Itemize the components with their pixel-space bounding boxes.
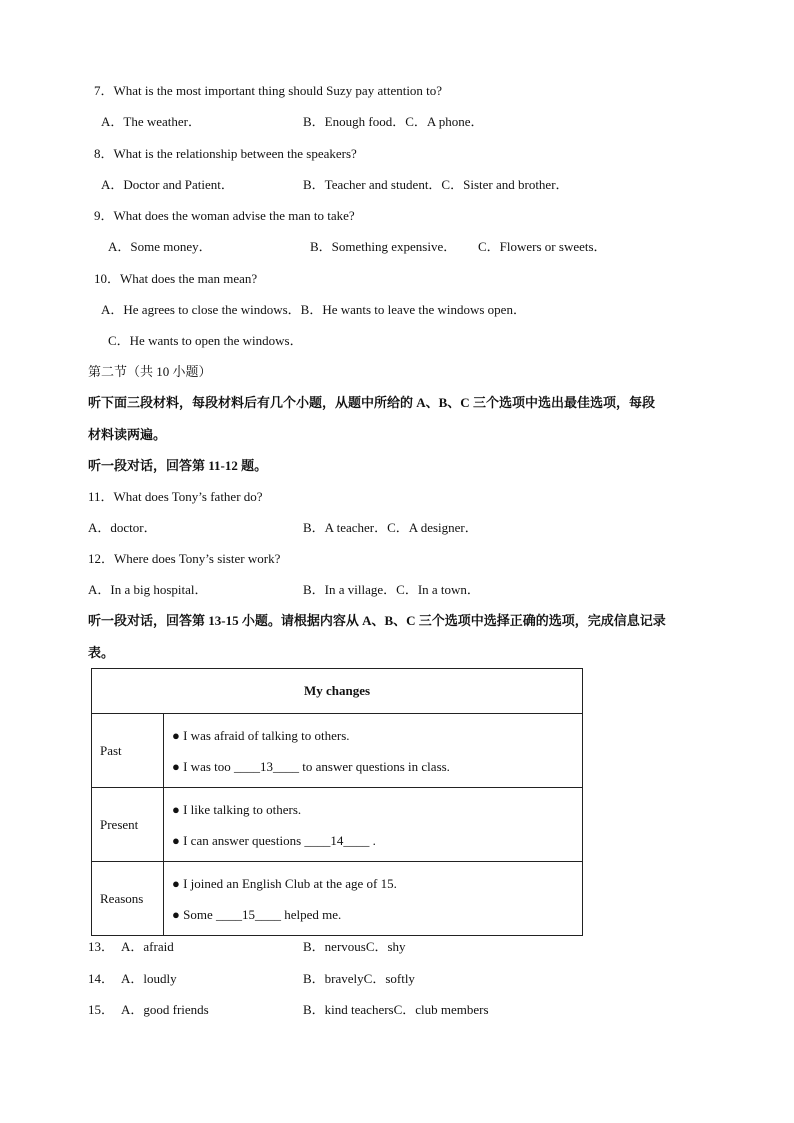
table-row — [92, 788, 583, 862]
bullet-item: ● I was afraid of talking to others. — [172, 727, 350, 743]
q15-option-bc: B．kind teachersC．club members — [303, 1002, 489, 1017]
q11-option-bc: B．A teacher．C．A designer． — [303, 520, 478, 535]
dialog-1-instruction: 听一段对话，回答第 11-12 题。 — [88, 458, 268, 473]
question-8: 8．What is the relationship between the speakers? — [94, 146, 357, 161]
q8-option-a: A．Doctor and Patient． — [101, 177, 234, 192]
q12-option-a: A．In a big hospital． — [88, 582, 208, 597]
q11-option-a: A．doctor． — [88, 520, 157, 535]
dialog-2-instruction: 听一段对话，回答第 13-15 小题。请根据内容从 A、B、C 三个选项中选择正确的选项，完成信息记录 — [88, 613, 666, 628]
q13-option-bc: B．nervousC．shy — [303, 939, 406, 954]
row-label-present: Present — [92, 788, 164, 862]
bullet-item: ● I was too ____13____ to answer questions in class. — [172, 758, 450, 774]
my-changes-table — [91, 668, 583, 936]
q13-number: 13． — [88, 939, 115, 954]
q7-option-a: A．The weather． — [101, 114, 201, 129]
q8-option-bc: B．Teacher and student．C．Sister and brother． — [303, 177, 569, 192]
section-heading: 第二节（共 10 小题） — [88, 364, 212, 379]
q10-option-ab: A．He agrees to close the windows．B．He wants to leave the windows open． — [101, 302, 526, 317]
dialog-2-instruction-cont: 表。 — [88, 645, 115, 660]
q12-option-bc: B．In a village．C．In a town． — [303, 582, 480, 597]
bullet-item: ● Some ____15____ helped me. — [172, 906, 342, 922]
table-title: My changes — [92, 669, 583, 714]
question-10: 10．What does the man mean? — [94, 271, 258, 286]
table-row — [92, 714, 583, 788]
question-7: 7．What is the most important thing should Suzy pay attention to? — [94, 83, 443, 98]
q9-option-a: A．Some money． — [108, 239, 212, 254]
q15-number: 15． — [88, 1002, 115, 1017]
question-9: 9．What does the woman advise the man to take? — [94, 208, 355, 223]
bullet-item: ● I can answer questions ____14____ . — [172, 832, 376, 848]
question-12: 12．Where does Tony’s sister work? — [88, 551, 281, 566]
q10-option-c: C．He wants to open the windows． — [108, 333, 303, 348]
row-label-reasons: Reasons — [92, 862, 164, 936]
question-11: 11．What does Tony’s father do? — [88, 489, 263, 504]
section-instruction: 听下面三段材料，每段材料后有几个小题，从题中所给的 A、B、C 三个选项中选出最佳选项，每段 — [88, 395, 655, 410]
row-content-past — [164, 714, 583, 788]
row-content-reasons — [164, 862, 583, 936]
row-label-past: Past — [92, 714, 164, 788]
bullet-item: ● I joined an English Club at the age of 15. — [172, 875, 397, 891]
q14-number: 14． — [88, 971, 115, 986]
q7-option-bc: B．Enough food．C．A phone． — [303, 114, 484, 129]
q14-option-a: A．loudly — [121, 971, 177, 986]
q9-option-c: C．Flowers or sweets． — [478, 239, 607, 254]
q15-option-a: A．good friends — [121, 1002, 209, 1017]
q9-option-b: B．Something expensive． — [310, 239, 457, 254]
table-row — [92, 862, 583, 936]
row-content-present — [164, 788, 583, 862]
bullet-item: ● I like talking to others. — [172, 801, 302, 817]
q14-option-bc: B．bravelyC．softly — [303, 971, 415, 986]
q13-option-a: A．afraid — [121, 939, 174, 954]
section-instruction-cont: 材料读两遍。 — [88, 427, 167, 442]
